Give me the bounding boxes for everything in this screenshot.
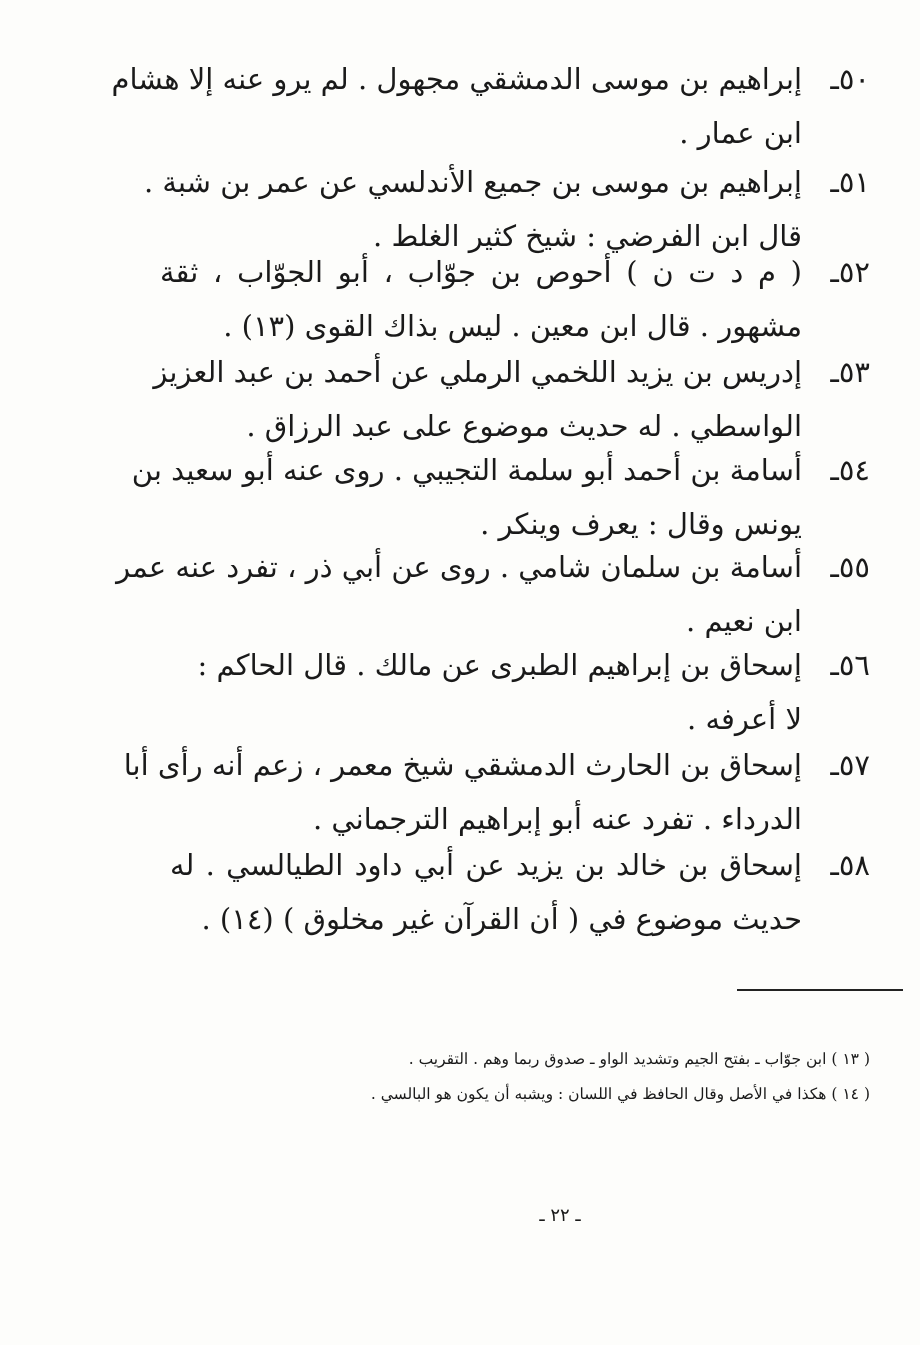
entry-text — [153, 345, 802, 453]
entry-number: ٥١ـ — [830, 165, 870, 199]
entry-text — [123, 738, 802, 846]
entry-54 — [131, 443, 870, 551]
entry-line: لا أعرفه . — [687, 702, 802, 736]
entry-text — [116, 540, 802, 648]
entry-text — [111, 52, 802, 160]
entry-number: ٥٨ـ — [830, 848, 870, 882]
entry-line: ابن عمار . — [679, 116, 802, 150]
entry-line: أسامة بن سلمان شامي . روى عن أبي ذر ، تفرد عنه عمر — [116, 550, 802, 584]
entry-line: مشهور . قال ابن معين . ليس بذاك القوى (١٣) . — [223, 309, 802, 343]
footnote-mark: ( ١٣ ) — [831, 1050, 870, 1068]
entry-text — [197, 638, 802, 746]
entry-number: ٥٦ـ — [830, 648, 870, 682]
entry-line: الدرداء . تفرد عنه أبو إبراهيم الترجماني . — [312, 802, 802, 836]
entry-56 — [197, 638, 870, 746]
footnote-text: هكذا في الأصل وقال الحافظ في اللسان : ويشبه أن يكون هو البالسي . — [370, 1085, 827, 1103]
entry-line: إدريس بن يزيد اللخمي الرملي عن أحمد بن عبد العزيز — [153, 355, 802, 389]
entry-line: حديث موضوع في ( أن القرآن غير مخلوق ) (١٤) . — [201, 902, 802, 936]
entry-line: قال ابن الفرضي : شيخ كثير الغلط . — [373, 219, 802, 253]
entry-text — [160, 245, 802, 353]
entry-line: ( م د ت ن ) أحوص بن جوّاب ، أبو الجوّاب ، ثقة — [160, 255, 802, 289]
entry-line: الواسطي . له حديث موضوع على عبد الرزاق . — [246, 409, 802, 443]
entry-line: يونس وقال : يعرف وينكر . — [480, 507, 802, 541]
footnote-text: ابن جوّاب ـ بفتح الجيم وتشديد الواو ـ صدوق ربما وهم . التقريب . — [408, 1050, 827, 1068]
entry-line: إسحاق بن إبراهيم الطبرى عن مالك . قال الحاكم : — [197, 648, 802, 682]
entry-line: إسحاق بن الحارث الدمشقي شيخ معمر ، زعم أنه رأى أبا — [123, 748, 802, 782]
entry-number: ٥٣ـ — [830, 355, 870, 389]
entry-line: إبراهيم بن موسى الدمشقي مجهول . لم يرو عنه إلا هشام — [111, 62, 802, 96]
page-number: ـ ٢٢ ـ — [539, 1205, 581, 1226]
entry-line: أسامة بن أحمد أبو سلمة التجيبي . روى عنه أبو سعيد بن — [131, 453, 802, 487]
footnote-14 — [280, 1080, 870, 1108]
footnote-mark: ( ١٤ ) — [831, 1085, 870, 1103]
footnote-separator — [737, 989, 903, 991]
entry-52 — [160, 245, 870, 353]
entry-55 — [116, 540, 870, 648]
entry-57 — [123, 738, 870, 846]
entry-number: ٥٠ـ — [830, 62, 870, 96]
entry-number: ٥٤ـ — [830, 453, 870, 487]
entry-line: ابن نعيم . — [686, 604, 802, 638]
entry-line: إسحاق بن خالد بن يزيد عن أبي داود الطيالسي . له — [170, 848, 802, 882]
entry-53 — [153, 345, 870, 453]
entry-line: إبراهيم بن موسى بن جميع الأندلسي عن عمر بن شبة . — [143, 165, 802, 199]
entry-text — [170, 838, 802, 946]
entry-number: ٥٢ـ — [830, 255, 870, 289]
entry-number: ٥٧ـ — [830, 748, 870, 782]
entry-text — [131, 443, 802, 551]
footnote-13 — [280, 1045, 870, 1073]
entry-50 — [111, 52, 870, 160]
entry-58 — [170, 838, 870, 946]
entry-number: ٥٥ـ — [830, 550, 870, 584]
